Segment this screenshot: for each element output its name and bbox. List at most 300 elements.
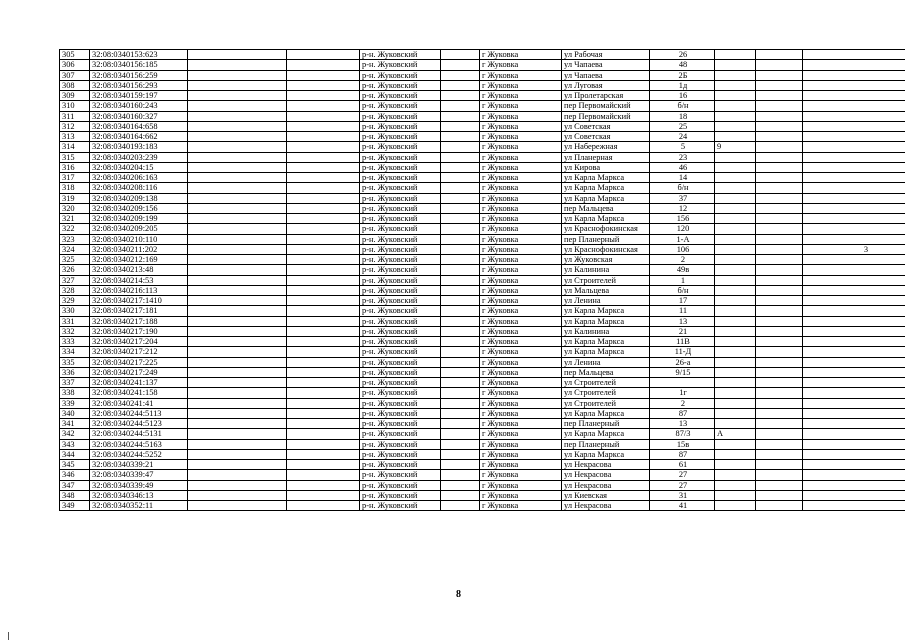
street: ул Строителей [562,388,650,398]
town: г Жуковка [480,80,562,90]
extra-cell [715,193,756,203]
blank-cell [188,275,287,285]
town: г Жуковка [480,121,562,131]
town: г Жуковка [480,347,562,357]
table-row [60,203,905,213]
blank-cell [287,224,360,234]
street: пер Планерный [562,439,650,449]
extra-cell [803,152,905,162]
blank-cell [188,439,287,449]
table-row [60,214,905,224]
house-number: 1-А [650,234,715,244]
row-number: 317 [60,173,90,183]
town: г Жуковка [480,50,562,60]
town: г Жуковка [480,70,562,80]
blank-cell [287,306,360,316]
blank-cell [287,142,360,152]
extra-cell [803,142,905,152]
blank-cell [441,224,480,234]
house-number: 26-а [650,357,715,367]
row-number: 333 [60,337,90,347]
blank-cell [188,173,287,183]
town: г Жуковка [480,224,562,234]
district: р-н. Жуковский [360,183,441,193]
table-row [60,101,905,111]
blank-cell [188,80,287,90]
blank-cell [287,480,360,490]
table-row [60,234,905,244]
street: ул Строителей [562,275,650,285]
blank-cell [188,460,287,470]
row-number: 321 [60,214,90,224]
house-number: 13 [650,419,715,429]
cadastral-number: 32:08:0340209:156 [90,203,188,213]
town: г Жуковка [480,255,562,265]
extra-cell [803,91,905,101]
house-number: 25 [650,121,715,131]
table-row [60,152,905,162]
blank-cell [287,326,360,336]
row-number: 311 [60,111,90,121]
blank-cell [188,50,287,60]
blank-cell [441,234,480,244]
extra-cell [803,439,905,449]
cadastral-number: 32:08:0340208:116 [90,183,188,193]
street: ул Калинина [562,265,650,275]
blank-cell [287,367,360,377]
district: р-н. Жуковский [360,490,441,500]
blank-cell [287,255,360,265]
extra-cell [715,367,756,377]
street: пер Первомайский [562,101,650,111]
extra-cell [803,234,905,244]
blank-cell [441,378,480,388]
house-number [650,378,715,388]
blank-cell [287,347,360,357]
extra-cell [803,388,905,398]
blank-cell [287,337,360,347]
cadastral-number: 32:08:0340339:21 [90,460,188,470]
street: ул Советская [562,132,650,142]
blank-cell [188,193,287,203]
blank-cell [287,378,360,388]
town: г Жуковка [480,142,562,152]
cadastral-number: 32:08:0340217:204 [90,337,188,347]
cadastral-number: 32:08:0340217:181 [90,306,188,316]
blank-cell [441,70,480,80]
blank-cell [188,265,287,275]
house-number: 2 [650,255,715,265]
blank-cell [188,398,287,408]
extra-cell [803,470,905,480]
house-number: 11-Д [650,347,715,357]
cadastral-number: 32:08:0340244:5131 [90,429,188,439]
table-row [60,255,905,265]
district: р-н. Жуковский [360,296,441,306]
blank-cell [287,152,360,162]
table-row [60,367,905,377]
cadastral-number: 32:08:0340217:190 [90,326,188,336]
extra-cell [756,296,803,306]
district: р-н. Жуковский [360,121,441,131]
extra-cell [803,326,905,336]
district: р-н. Жуковский [360,142,441,152]
row-number: 313 [60,132,90,142]
row-number: 332 [60,326,90,336]
district: р-н. Жуковский [360,429,441,439]
extra-cell [756,357,803,367]
extra-cell [756,234,803,244]
street: ул Пролетарская [562,91,650,101]
blank-cell [287,80,360,90]
street: ул Советская [562,121,650,131]
extra-cell [715,50,756,60]
house-number: 5 [650,142,715,152]
table-row [60,419,905,429]
blank-cell [441,142,480,152]
cadastral-number: 32:08:0340193:183 [90,142,188,152]
table-row [60,285,905,295]
town: г Жуковка [480,419,562,429]
street: ул Набережная [562,142,650,152]
cadastral-number: 32:08:0340164:658 [90,121,188,131]
street: ул Карла Маркса [562,193,650,203]
extra-cell [803,214,905,224]
extra-cell [756,70,803,80]
row-number: 331 [60,316,90,326]
extra-cell [803,101,905,111]
district: р-н. Жуковский [360,419,441,429]
street: ул Краснофокинская [562,224,650,234]
table-row [60,50,905,60]
extra-cell [803,275,905,285]
blank-cell [441,501,480,511]
blank-cell [287,275,360,285]
table-row [60,224,905,234]
cadastral-number: 32:08:0340217:225 [90,357,188,367]
blank-cell [287,50,360,60]
street: ул Карла Маркса [562,183,650,193]
extra-cell [756,326,803,336]
extra-cell [715,162,756,172]
row-number: 344 [60,449,90,459]
blank-cell [287,234,360,244]
town: г Жуковка [480,214,562,224]
blank-cell [441,460,480,470]
extra-cell [756,408,803,418]
blank-cell [188,316,287,326]
town: г Жуковка [480,265,562,275]
street: ул Карла Маркса [562,306,650,316]
row-number: 312 [60,121,90,131]
extra-cell [803,429,905,439]
town: г Жуковка [480,234,562,244]
extra-cell [803,347,905,357]
blank-cell [287,460,360,470]
extra-cell [715,408,756,418]
blank-cell [188,367,287,377]
blank-cell [441,265,480,275]
table-row [60,326,905,336]
extra-cell [803,367,905,377]
district: р-н. Жуковский [360,111,441,121]
row-number: 306 [60,60,90,70]
extra-cell [756,439,803,449]
house-number: 120 [650,224,715,234]
row-number: 325 [60,255,90,265]
cadastral-number: 32:08:0340164:662 [90,132,188,142]
blank-cell [287,357,360,367]
house-number: 46 [650,162,715,172]
cadastral-number: 32:08:0340217:188 [90,316,188,326]
extra-cell [803,50,905,60]
cadastral-number: 32:08:0340217:212 [90,347,188,357]
house-number: 41 [650,501,715,511]
house-number: б/н [650,101,715,111]
blank-cell [287,449,360,459]
blank-cell [441,296,480,306]
town: г Жуковка [480,60,562,70]
extra-cell [756,460,803,470]
district: р-н. Жуковский [360,224,441,234]
house-number: 87 [650,449,715,459]
district: р-н. Жуковский [360,480,441,490]
row-number: 330 [60,306,90,316]
extra-cell [803,296,905,306]
extra-cell [715,326,756,336]
blank-cell [441,490,480,500]
cadastral-number: 32:08:0340211:202 [90,244,188,254]
blank-cell [287,429,360,439]
extra-cell [803,337,905,347]
cadastral-number: 32:08:0340209:199 [90,214,188,224]
extra-cell [715,101,756,111]
extra-cell [756,244,803,254]
extra-cell [756,275,803,285]
row-number: 340 [60,408,90,418]
house-number: 17 [650,296,715,306]
row-number: 320 [60,203,90,213]
cadastral-number: 32:08:0340241:137 [90,378,188,388]
district: р-н. Жуковский [360,101,441,111]
row-number: 319 [60,193,90,203]
house-number: 13 [650,316,715,326]
extra-cell [715,316,756,326]
row-number: 343 [60,439,90,449]
row-number: 305 [60,50,90,60]
district: р-н. Жуковский [360,501,441,511]
cadastral-number: 32:08:0340209:138 [90,193,188,203]
district: р-н. Жуковский [360,337,441,347]
extra-cell [803,306,905,316]
extra-cell [715,357,756,367]
extra-cell [715,419,756,429]
cadastral-number: 32:08:0340212:169 [90,255,188,265]
street: ул Некрасова [562,470,650,480]
table-row [60,173,905,183]
district: р-н. Жуковский [360,60,441,70]
row-number: 341 [60,419,90,429]
extra-cell [756,152,803,162]
extra-cell [756,388,803,398]
table-row [60,306,905,316]
row-number: 346 [60,470,90,480]
house-number: 12 [650,203,715,213]
extra-cell [756,173,803,183]
blank-cell [441,316,480,326]
blank-cell [441,60,480,70]
cadastral-number: 32:08:0340241:158 [90,388,188,398]
house-number: 15в [650,439,715,449]
district: р-н. Жуковский [360,265,441,275]
blank-cell [287,419,360,429]
extra-cell [803,480,905,490]
extra-cell [756,224,803,234]
district: р-н. Жуковский [360,234,441,244]
extra-cell [715,60,756,70]
extra-cell [715,203,756,213]
cadastral-number: 32:08:0340204:15 [90,162,188,172]
extra-cell [715,183,756,193]
extra-cell [756,162,803,172]
blank-cell [188,142,287,152]
district: р-н. Жуковский [360,388,441,398]
row-number: 324 [60,244,90,254]
blank-cell [188,255,287,265]
street: ул Кирова [562,162,650,172]
extra-cell [756,203,803,213]
extra-cell: 3 [803,244,905,254]
extra-cell [756,378,803,388]
cadastral-number: 32:08:0340156:259 [90,70,188,80]
extra-cell [715,449,756,459]
blank-cell [188,203,287,213]
blank-cell [188,449,287,459]
extra-cell [715,388,756,398]
blank-cell [441,132,480,142]
row-number: 307 [60,70,90,80]
table-row [60,460,905,470]
table-row [60,316,905,326]
row-number: 309 [60,91,90,101]
district: р-н. Жуковский [360,306,441,316]
page-number: 8 [456,589,461,600]
blank-cell [441,244,480,254]
district: р-н. Жуковский [360,91,441,101]
street: ул Строителей [562,398,650,408]
table-row [60,347,905,357]
cadastral-number: 32:08:0340159:197 [90,91,188,101]
house-number: 37 [650,193,715,203]
blank-cell [441,419,480,429]
extra-cell [803,357,905,367]
town: г Жуковка [480,337,562,347]
blank-cell [287,214,360,224]
blank-cell [287,70,360,80]
table-row [60,480,905,490]
blank-cell [287,60,360,70]
house-number: 2 [650,398,715,408]
extra-cell [756,285,803,295]
street: ул Ленина [562,296,650,306]
cadastral-number: 32:08:0340210:110 [90,234,188,244]
row-number: 310 [60,101,90,111]
blank-cell [287,244,360,254]
table-row [60,470,905,480]
street: ул Калинина [562,326,650,336]
blank-cell [188,121,287,131]
blank-cell [441,80,480,90]
street: ул Некрасова [562,460,650,470]
row-number: 342 [60,429,90,439]
blank-cell [441,193,480,203]
district: р-н. Жуковский [360,80,441,90]
house-number: 87 [650,408,715,418]
town: г Жуковка [480,388,562,398]
cadastral-number: 32:08:0340206:163 [90,173,188,183]
extra-cell [715,347,756,357]
extra-cell [803,449,905,459]
extra-cell [715,244,756,254]
cadastral-number: 32:08:0340156:293 [90,80,188,90]
table-row [60,398,905,408]
town: г Жуковка [480,306,562,316]
house-number: 11В [650,337,715,347]
house-number: б/н [650,285,715,295]
extra-cell [756,60,803,70]
extra-cell [756,80,803,90]
town: г Жуковка [480,183,562,193]
extra-cell [756,470,803,480]
scan-edge-mark [8,632,9,640]
town: г Жуковка [480,408,562,418]
table-row [60,490,905,500]
blank-cell [441,439,480,449]
extra-cell [803,193,905,203]
blank-cell [441,480,480,490]
house-number: 49в [650,265,715,275]
cadastral-number: 32:08:0340216:113 [90,285,188,295]
town: г Жуковка [480,203,562,213]
district: р-н. Жуковский [360,408,441,418]
extra-cell [803,419,905,429]
table-row [60,60,905,70]
extra-cell [803,121,905,131]
blank-cell [441,91,480,101]
district: р-н. Жуковский [360,285,441,295]
district: р-н. Жуковский [360,162,441,172]
blank-cell [188,244,287,254]
cadastral-number: 32:08:0340153:623 [90,50,188,60]
blank-cell [188,214,287,224]
extra-cell [756,214,803,224]
row-number: 329 [60,296,90,306]
extra-cell [756,91,803,101]
blank-cell [287,111,360,121]
blank-cell [441,101,480,111]
extra-cell [803,501,905,511]
blank-cell [287,285,360,295]
house-number: 14 [650,173,715,183]
blank-cell [188,419,287,429]
blank-cell [188,152,287,162]
extra-cell [756,490,803,500]
street: ул Чапаева [562,60,650,70]
table-row [60,357,905,367]
extra-cell [715,296,756,306]
house-number: 156 [650,214,715,224]
blank-cell [188,296,287,306]
